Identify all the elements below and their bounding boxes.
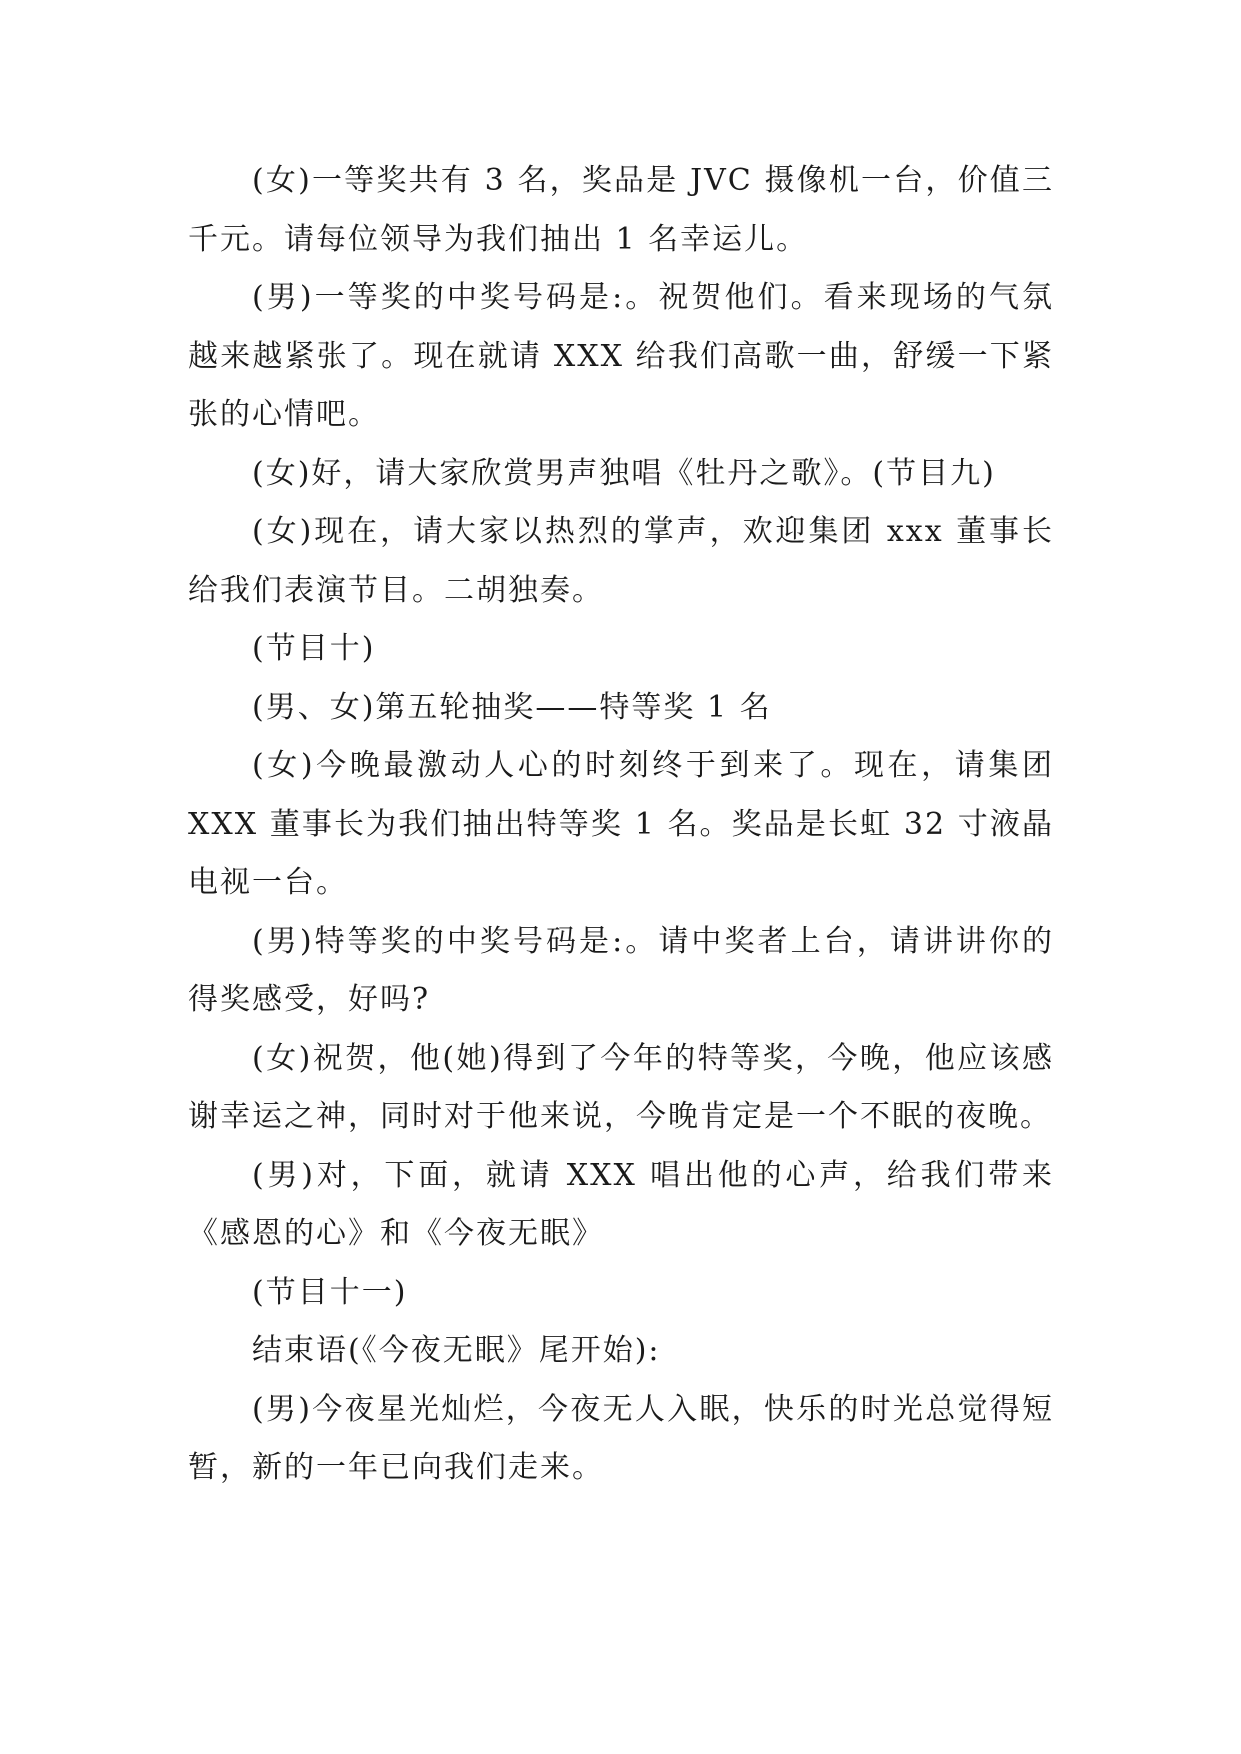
paragraph: (节目十一)	[252, 1274, 408, 1310]
paragraph: (女)祝贺，他(她)得到了今年的特等奖，今晚，他应该感谢幸运之神，同时对于他来说，今晚肯定是一个不眠的夜晚。	[188, 1040, 1054, 1134]
paragraph: 结束语(《今夜无眠》尾开始):	[252, 1333, 661, 1368]
paragraph: (男)对，下面，就请 XXX 唱出他的心声，给我们带来《感恩的心》和《今夜无眠》	[188, 1157, 1054, 1251]
paragraph: (女)好，请大家欣赏男声独唱《牡丹之歌》。(节目九)	[252, 455, 996, 491]
paragraph: (女)一等奖共有 3 名，奖品是 JVC 摄像机一台，价值三千元。请每位领导为我们抽出 1 名幸运儿。	[188, 163, 1054, 257]
paragraph: (男)特等奖的中奖号码是:。请中奖者上台，请讲讲你的得奖感受，好吗?	[188, 923, 1054, 1017]
document-body	[188, 152, 1054, 1498]
paragraph: (女)今晚最激动人心的时刻终于到来了。现在，请集团 XXX 董事长为我们抽出特等奖 1 名。奖品是长虹 32 寸液晶电视一台。	[188, 748, 1054, 900]
paragraph: (节目十)	[252, 631, 376, 666]
paragraph: (男)今夜星光灿烂，今夜无人入眠，快乐的时光总觉得短暂，新的一年已向我们走来。	[188, 1391, 1054, 1485]
paragraph: (女)现在，请大家以热烈的掌声，欢迎集团 xxx 董事长给我们表演节目。二胡独奏。	[188, 514, 1054, 608]
paragraph: (男)一等奖的中奖号码是:。祝贺他们。看来现场的气氛越来越紧张了。现在就请 XXX 给我们高歌一曲，舒缓一下紧张的心情吧。	[188, 280, 1054, 432]
paragraph: (男、女)第五轮抽奖——特等奖 1 名	[252, 689, 772, 725]
